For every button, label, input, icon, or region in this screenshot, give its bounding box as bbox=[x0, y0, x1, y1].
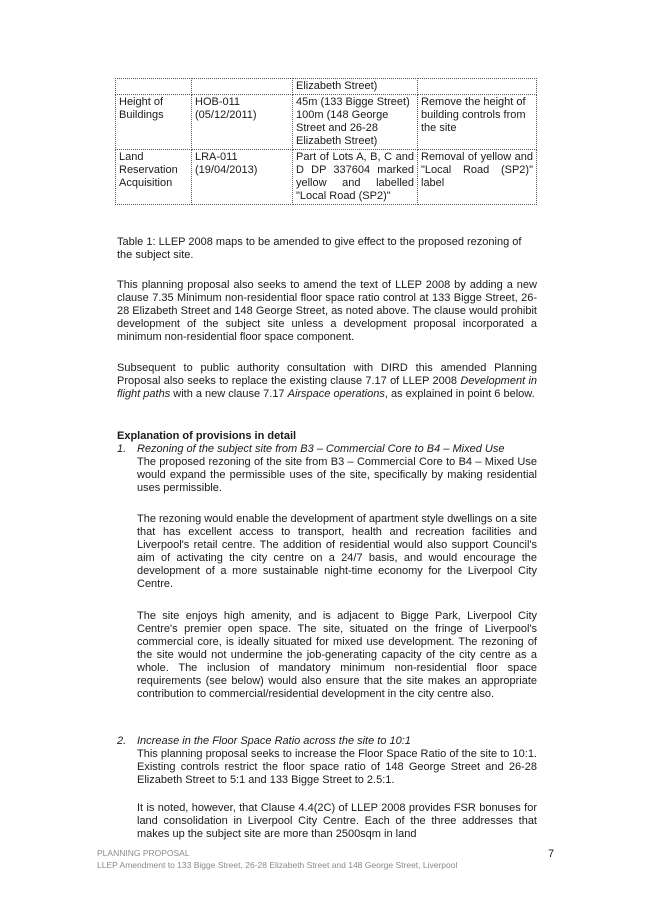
table-cell: Elizabeth Street) bbox=[293, 79, 418, 95]
paragraph: The site enjoys high amenity, and is adjacent to Bigge Park, Liverpool City Centre's premier open space. The site, situated on the fringe of Liverpool's commercial core, is ideally situated for mixed use development. The rezoning of the site would not undermine the job-generating capacity of the city centre as a whole. The inclusion of mandatory minimum non-residential floor space requirements (see below) would also ensure that the site makes an appropriate contribution to commercial/residential development in the city centre also. bbox=[137, 610, 537, 700]
paragraph-text: with a new clause 7.17 bbox=[170, 388, 288, 400]
table-cell: LRA-011 (19/04/2013) bbox=[192, 150, 293, 205]
paragraph-text: Subsequent to public authority consultation with DIRD this amended Planning Proposal also seeks to replace the existing clause 7.17 of LLEP 2008 bbox=[117, 362, 537, 387]
paragraph: The proposed rezoning of the site from B3 – Commercial Core to B4 – Mixed Use would expand the permissible uses of the site, specifically by making residential uses permissible. bbox=[137, 456, 537, 494]
table-cell: Height of Buildings bbox=[116, 95, 192, 150]
table-row bbox=[116, 79, 537, 95]
paragraph-text: , as explained in point 6 below. bbox=[384, 388, 535, 400]
clause-title: Airspace operations bbox=[287, 388, 385, 400]
table-cell bbox=[116, 79, 192, 95]
list-title-text: Rezoning of the subject site from B3 – Commercial Core to B4 – Mixed Use bbox=[137, 443, 505, 455]
paragraph: It is noted, however, that Clause 4.4(2C) of LLEP 2008 provides FSR bonuses for land consolidation in Liverpool City Centre. Each of the three addresses that makes up the subject site are more than 2500sqm in land bbox=[137, 802, 537, 840]
table-cell: Land Reservation Acquisition bbox=[116, 150, 192, 205]
table-caption: Table 1: LLEP 2008 maps to be amended to give effect to the proposed rezoning of the subject site. bbox=[117, 236, 522, 261]
section-heading: Explanation of provisions in detail bbox=[117, 430, 297, 442]
list-number: 2. bbox=[117, 735, 127, 747]
table-row bbox=[116, 150, 537, 205]
list-item-title bbox=[117, 443, 557, 456]
table-cell: Part of Lots A, B, C and D DP 337604 marked yellow and labelled "Local Road (SP2)" bbox=[293, 150, 418, 205]
paragraph: This planning proposal seeks to increase the Floor Space Ratio of the site to 10:1. Existing controls restrict the floor space ratio of 148 George Street and 26-28 Elizabeth Street to 5:1 and 133 Bigge Street to 2.5:1. bbox=[137, 748, 537, 786]
footer-title: PLANNING PROPOSAL bbox=[97, 848, 190, 858]
list-item-title bbox=[117, 735, 557, 748]
table-cell: Removal of yellow and "Local Road (SP2)" label bbox=[418, 150, 537, 205]
footer-subtitle: LLEP Amendment to 133 Bigge Street, 26-28 Elizabeth Street and 148 George Street, Liverpool bbox=[97, 860, 458, 870]
page-number: 7 bbox=[548, 848, 555, 860]
table-cell bbox=[192, 79, 293, 95]
paragraph: This planning proposal also seeks to amend the text of LLEP 2008 by adding a new clause 7.35 Minimum non-residential floor space ratio control at 133 Bigge Street, 26-28 Elizabeth Street and 148 George Street, as noted above. The clause would prohibit development of the subject site unless a development proposal incorporated a minimum non-residential floor space component. bbox=[117, 279, 537, 343]
table-cell: Remove the height of building controls from the site bbox=[418, 95, 537, 150]
clause-title: Development in flight paths bbox=[117, 375, 538, 400]
table-cell: HOB-011 (05/12/2011) bbox=[192, 95, 293, 150]
table-row bbox=[116, 95, 537, 150]
paragraph: The rezoning would enable the development of apartment style dwellings on a site that has excellent access to transport, health and recreation facilities and Liverpool's retail centre. The addition of residential would also support Council's aim of activating the city centre on a 24/7 basis, and would encourage the development of a more sustainable night-time economy for the Liverpool City Centre. bbox=[137, 513, 537, 590]
table-cell: 45m (133 Bigge Street) 100m (148 George Street and 26-28 Elizabeth Street) bbox=[293, 95, 418, 150]
paragraph bbox=[117, 362, 537, 401]
maps-amendment-table bbox=[115, 78, 537, 205]
table-cell bbox=[418, 79, 537, 95]
list-title-text: Increase in the Floor Space Ratio across the site to 10:1 bbox=[137, 735, 411, 747]
list-number: 1. bbox=[117, 443, 127, 455]
